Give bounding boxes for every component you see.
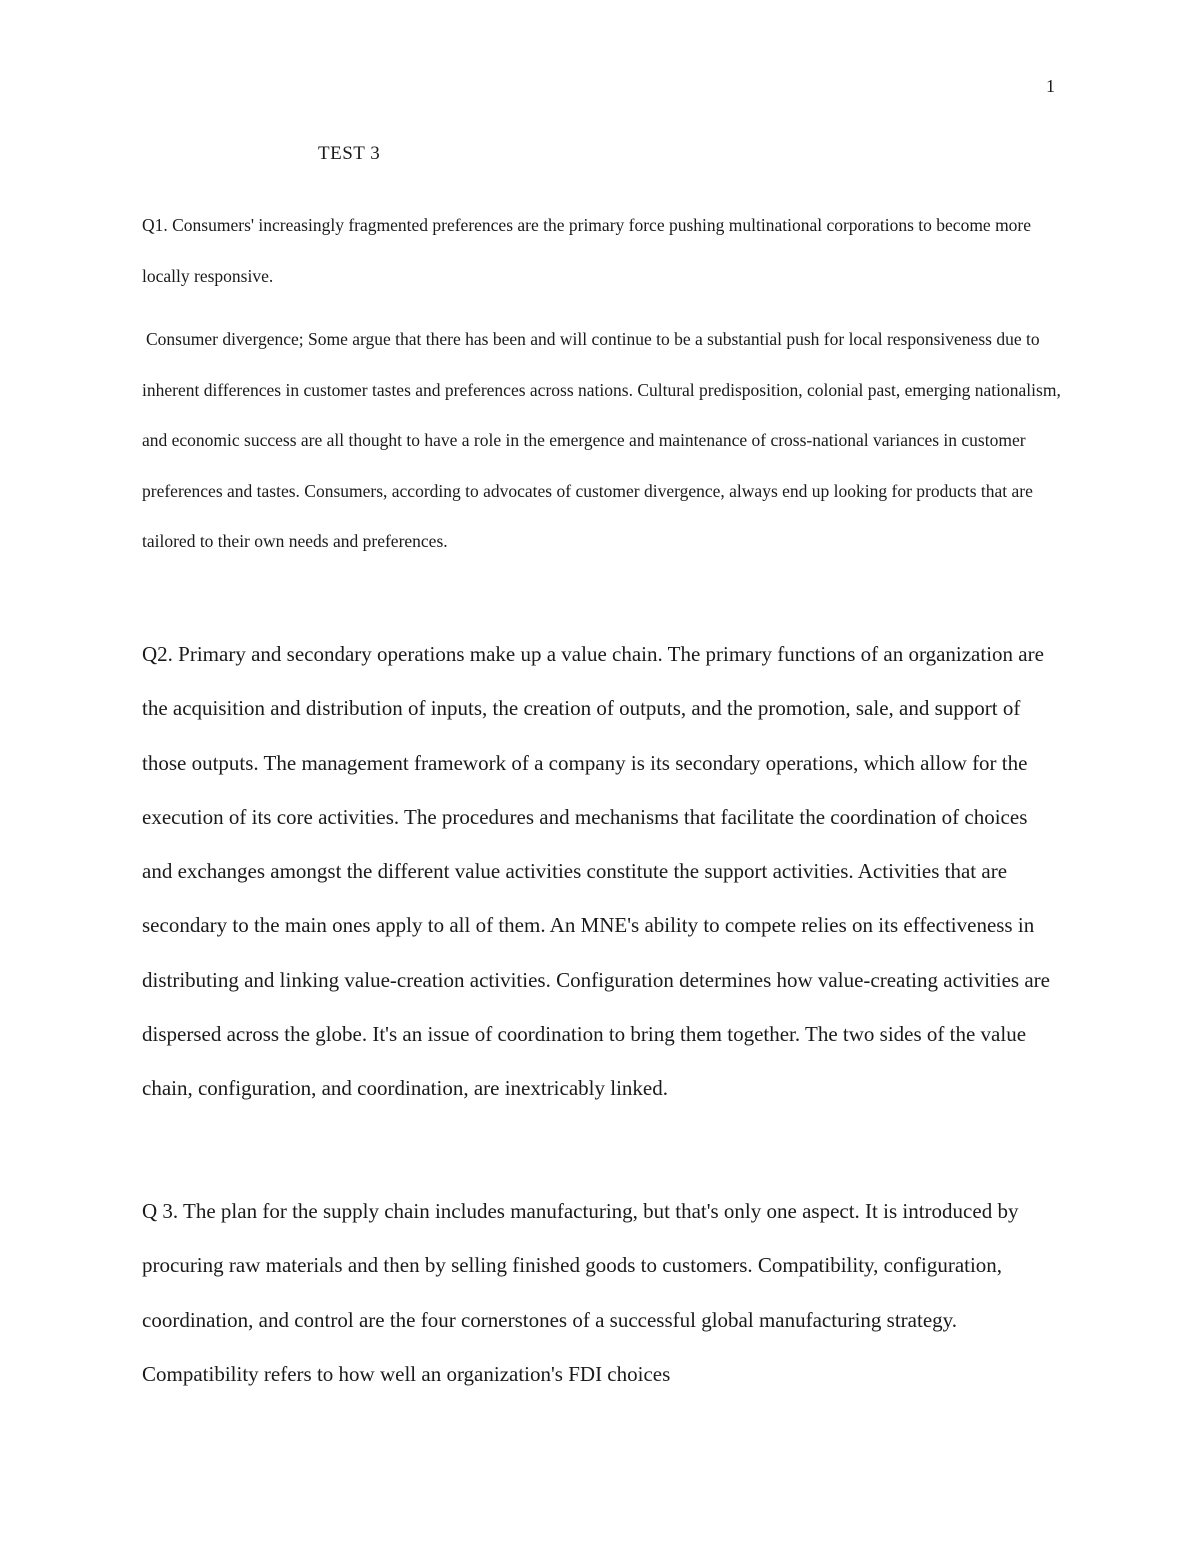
page-number: 1: [1046, 76, 1055, 96]
question-1-section: [142, 200, 1062, 567]
question-2-section: [142, 627, 1062, 1116]
question-3-section: [142, 1184, 1062, 1401]
question-2-text: Q2. Primary and secondary operations make up a value chain. The primary functions of an organization are the acquisition and distribution of inputs, the creation of outputs, and the promotion, sale, and support of those outputs. The management framework of a company is its secondary operations, which allow for the execution of its core activities. The procedures and mechanisms that facilitate the coordination of choices and exchanges amongst the different value activities constitute the support activities. Activities that are secondary to the main ones apply to all of them. An MNE's ability to compete relies on its effectiveness in distributing and linking value-creation activities. Configuration determines how value-creating activities are dispersed across the globe. It's an issue of coordination to bring them together. The two sides of the value chain, configuration, and coordination, are inextricably linked.: [142, 642, 1050, 1101]
question-3-text: Q 3. The plan for the supply chain includes manufacturing, but that's only one aspect. It is introduced by procuring raw materials and then by selling finished goods to customers. Compatibility, configuration, coordination, and control are the four cornerstones of a successful global manufacturing strategy. Compatibility refers to how well an organization's FDI choices: [142, 1199, 1019, 1386]
document-title: TEST 3: [318, 143, 381, 164]
question-1-answer: Consumer divergence; Some argue that there has been and will continue to be a substantial push for local responsiveness due to inherent differences in customer tastes and preferences across nations. Cultural predisposition, colonial past, emerging nationalism, and economic success are all thought to have a role in the emergence and maintenance of cross-national variances in customer preferences and tastes. Consumers, according to advocates of customer divergence, always end up looking for products that are tailored to their own needs and preferences.: [142, 329, 1061, 551]
question-1-text: Q1. Consumers' increasingly fragmented preferences are the primary force pushing multinational corporations to become more locally responsive.: [142, 215, 1032, 286]
